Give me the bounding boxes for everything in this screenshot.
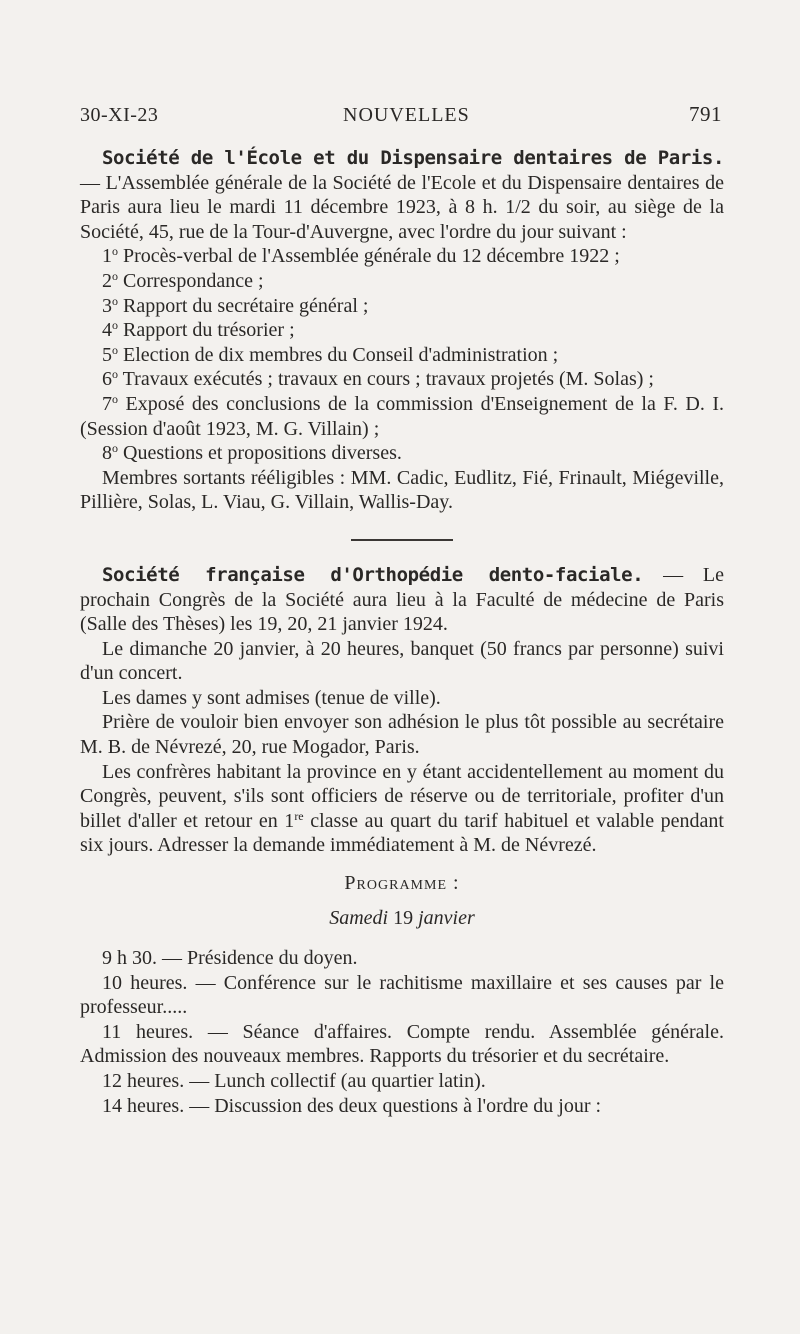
running-head [80, 98, 724, 128]
agenda-item: 7$^o$ Exposé des conclusions de la commission d'Enseignement de la F. D. I. (Session d'août 1923, M. G. Villain) ; [80, 391, 724, 440]
section-title: NOUVELLES [343, 104, 470, 126]
programme-entry: 10 heures. — Conférence sur le rachitisme maxillaire et ses causes par le professeur..... [80, 971, 724, 1019]
section1-heading-dash: — [80, 171, 100, 194]
agenda-item: 3$^o$ Rapport du secrétaire général ; [102, 293, 369, 317]
section2-lead: — Le prochain Congrès de la Société aura lieu à la Faculté de médecine de Paris (Salle des Thèses) les 19, 20, 21 janvier 1924. [80, 563, 724, 636]
agenda-item: 1$^o$ Procès-verbal de l'Assemblée générale du 12 décembre 1922 ; [102, 244, 620, 268]
programme-entry: 12 heures. — Lunch collectif (au quartier latin). [102, 1070, 486, 1092]
section-orthopedie [80, 563, 724, 858]
page-number: 791 [689, 102, 722, 126]
programme-entry: 9 h 30. — Présidence du doyen. [102, 947, 358, 970]
agenda-item: 6$^o$ Travaux exécutés ; travaux en cours ; travaux projetés (M. Solas) ; [102, 367, 654, 391]
outgoing-members: Membres sortants rééligibles : MM. Cadic, Eudlitz, Fié, Frinault, Miégeville, Pillière, Solas, L. Viau, G. Villain, Wallis-Day. [80, 466, 724, 514]
section-ecole-dispensaire [80, 146, 724, 515]
agenda-item: 2$^o$ Correspondance ; [102, 268, 264, 292]
agenda-item: 8$^o$ Questions et propositions diverses. [102, 441, 402, 465]
adhesion-paragraph: Prière de vouloir bien envoyer son adhésion le plus tôt possible au secrétaire M. B. de Névrezé, 20, rue Mogador, Paris. [80, 711, 724, 759]
agenda-item: 4$^o$ Rapport du trésorier ; [102, 318, 295, 342]
programme-title: Programme : [344, 872, 460, 895]
section2-heading: Société française d'Orthopédie dento-faciale. [102, 563, 644, 586]
section2-lead-paragraph [80, 563, 724, 637]
programme-entries [80, 946, 724, 1118]
programme-day: Samedi 19 janvier [329, 907, 475, 930]
dames-paragraph: Les dames y sont admises (tenue de ville). [102, 686, 441, 709]
section1-intro-paragraph [80, 146, 724, 244]
section-divider [351, 539, 453, 541]
issue-date: 30-XI-23 [80, 104, 159, 126]
agenda-item: 5$^o$ Election de dix membres du Conseil d'administration ; [102, 342, 559, 366]
programme-entry: 14 heures. — Discussion des deux questions à l'ordre du jour : [102, 1094, 602, 1117]
confreres-paragraph: Les confrères habitant la province en y étant accidentellement au moment du Congrès, peuvent, s'ils sont officiers de réserve ou de territoriale, profiter d'un billet d'aller et retour en 1re classe au quart du tarif habituel et valable pendant six jours. Adresser la demande immédiatement à M. de Névrezé. [80, 760, 724, 857]
section1-intro: L'Assemblée générale de la Société de l'Ecole et du Dispensaire dentaires de Paris aura lieu le mardi 11 décembre 1923, à 8 h. 1/2 du soir, au siège de la Société, 45, rue de la Tour-d'Auvergne, avec l'ordre du jour suivant : [80, 171, 725, 243]
programme-entry: 11 heures. — Séance d'affaires. Compte rendu. Assemblée générale. Admission des nouveaux membres. Rapports du trésorier et du secrétaire. [80, 1020, 724, 1068]
section1-heading: Société de l'École et du Dispensaire dentaires de Paris. [102, 147, 724, 169]
banquet-paragraph: Le dimanche 20 janvier, à 20 heures, banquet (50 francs par personne) suivi d'un concert. [80, 637, 724, 685]
